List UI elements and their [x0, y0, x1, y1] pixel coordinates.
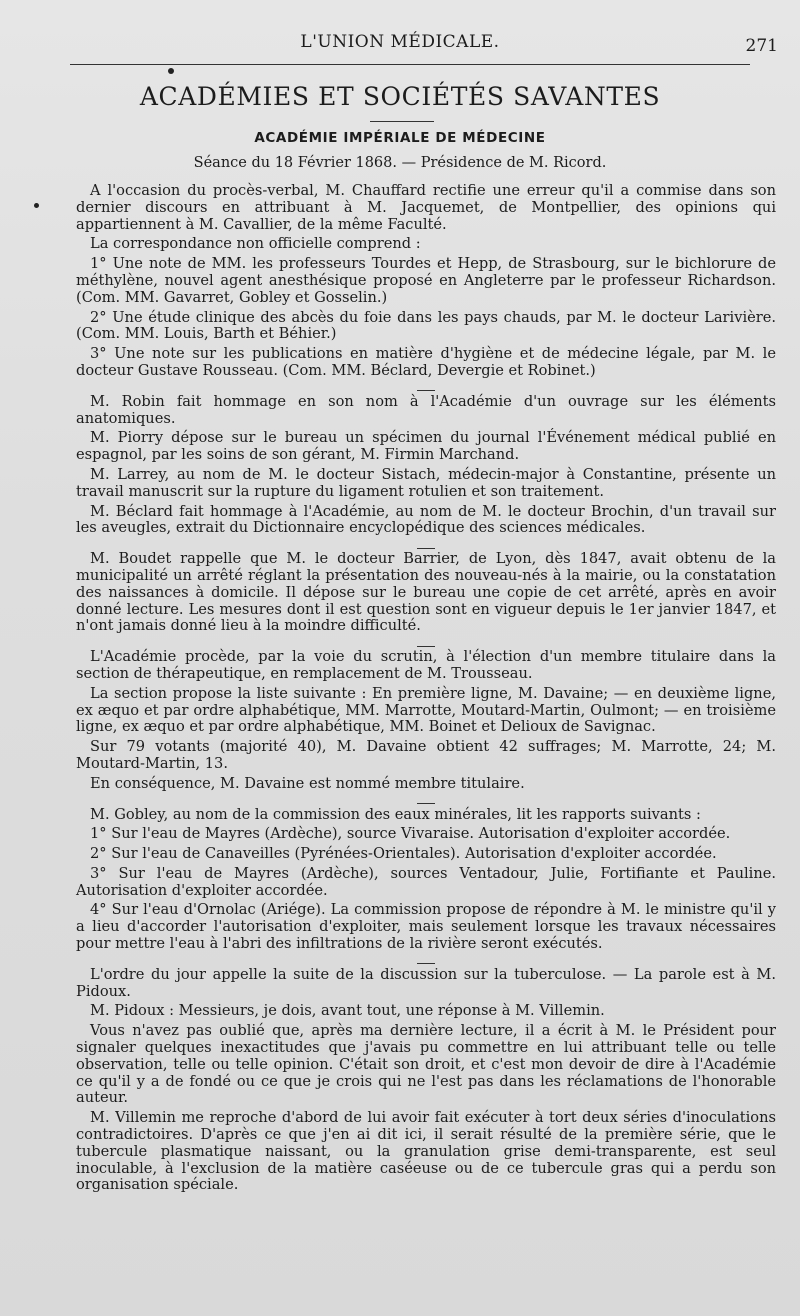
paragraph: 2° Une étude clinique des abcès du foie dans les pays chauds, par M. le docteur Larivière. (Com. MM. Louis, Barth et Béhier.) — [76, 308, 776, 343]
paragraph: La correspondance non officielle comprend : — [90, 235, 421, 253]
paragraph: M. Béclard fait hommage à l'Académie, au nom de M. le docteur Brochin, d'un travail sur les aveugles, extrait du Dictionnaire encyclopédique des sciences médicales. — [76, 502, 776, 537]
paragraph: 2° Sur l'eau de Canaveilles (Pyrénées-Orientales). Autorisation d'exploiter accordée. — [90, 845, 717, 863]
section-title: ACADÉMIES ET SOCIÉTÉS SAVANTES — [139, 82, 661, 111]
running-head — [0, 32, 800, 56]
paragraph: Sur 79 votants (majorité 40), M. Davaine obtient 42 suffrages; M. Marrotte, 24; M. Moutard-Martin, 13. — [76, 738, 776, 772]
scan-speck — [34, 203, 39, 208]
separator-bar — [417, 390, 435, 391]
separator-bar — [417, 963, 435, 964]
separator-bar — [417, 803, 435, 804]
title-rule — [370, 121, 434, 122]
paragraph: L'Académie procède, par la voie du scrutin, à l'élection d'un membre titulaire dans la section de thérapeutique, en remplacement de M. Trousseau. — [76, 648, 776, 682]
separator — [76, 383, 776, 391]
separator — [76, 638, 776, 646]
separator — [76, 540, 776, 548]
paragraph: 1° Sur l'eau de Mayres (Ardèche), source Vivaraise. Autorisation d'exploiter accordée. — [90, 825, 731, 843]
paragraph: M. Pidoux : Messieurs, je dois, avant tout, une réponse à M. Villemin. — [90, 1002, 605, 1020]
paragraph: M. Piorry dépose sur le bureau un spécimen du journal l'Événement médical publié en espagnol, par les soins de son gérant, M. Firmin Marchand. — [76, 429, 776, 464]
paragraph: Vous n'avez pas oublié que, après ma dernière lecture, il a écrit à M. le Président pour signaler quelques inexactitudes que j'avais pu commettre en lui attribuant telle ou telle observation, telle ou telle opinion. C'était son droit, et c'est mon devoir de dire à l'Académie ce qu'il y a de fondé ou ce que je crois qui ne l'est pas dans les réclamations de l'honorable auteur. — [76, 1022, 776, 1107]
paragraph: L'ordre du jour appelle la suite de la discussion sur la tuberculose. — La parole est à M. Pidoux. — [76, 965, 776, 1000]
paragraph: 4° Sur l'eau d'Ornolac (Ariége). La commission propose de répondre à M. le ministre qu'il y a lieu d'accorder l'autorisation d'exploiter, mais seulement lorsque les travaux nécessaires pour mettre l'eau à l'abri des infiltrations de la rivière seront exécutés. — [76, 901, 776, 953]
paragraph: En conséquence, M. Davaine est nommé membre titulaire. — [90, 774, 525, 792]
paragraph: 3° Une note sur les publications en matière d'hygiène et de médecine légale, par M. le docteur Gustave Rousseau. (Com. MM. Béclard, Devergie et Robinet.) — [76, 345, 776, 379]
separator — [76, 796, 776, 804]
header-rule — [70, 64, 750, 65]
separator — [76, 956, 776, 964]
paragraph: La section propose la liste suivante : En première ligne, M. Davaine; — en deuxième ligne, ex æquo et par ordre alphabétique, MM. Marrotte, Moutard-Martin, Oulmont; — en troisième ligne, ex æquo et par ordre alphabétique, MM. Boinet et Delioux de Savignac. — [76, 684, 776, 736]
page-number: 271 — [745, 36, 778, 56]
article-body — [76, 183, 776, 1197]
academy-subtitle: ACADÉMIE IMPÉRIALE DE MÉDECINE — [254, 130, 546, 146]
paragraph: M. Robin fait hommage en son nom à l'Académie d'un ouvrage sur les éléments anatomiques. — [76, 392, 776, 427]
separator-bar — [417, 646, 435, 647]
paragraph: 3° Sur l'eau de Mayres (Ardèche), sources Ventadour, Julie, Fortifiante et Pauline. Autorisation d'exploiter accordée. — [76, 864, 776, 899]
scan-speck — [168, 68, 174, 74]
paragraph: M. Villemin me reproche d'abord de lui avoir fait exécuter à tort deux séries d'inoculations contradictoires. D'après ce que j'en ai dit ici, il serait résulté de la première série, que le tubercule plasmatique naissant, ou la granulation grise demi-transparente, est seul inoculable, à l'exclusion de la matière caséeuse ou de ce tubercule gras qui a perdu son organisation spéciale. — [76, 1109, 776, 1194]
running-title: L'UNION MÉDICALE. — [300, 32, 500, 52]
paragraph: M. Boudet rappelle que M. le docteur Barrier, de Lyon, dès 1847, avait obtenu de la municipalité un arrêté réglant la présentation des nouveau-nés à la mairie, ou la constatation des naissances à domicile. Il dépose sur le bureau une copie de cet arrêté, après en avoir donné lecture. Les mesures dont il est question sont en vigueur depuis le 1er janvier 1847, et n'ont jamais donné lieu à la moindre difficulté. — [76, 550, 776, 635]
paragraph: M. Larrey, au nom de M. le docteur Sistach, médecin-major à Constantine, présente un travail manuscrit sur la rupture du ligament rotulien et son traitement. — [76, 465, 776, 500]
paragraph: A l'occasion du procès-verbal, M. Chauffard rectifie une erreur qu'il a commise dans son dernier discours en attribuant à M. Jacquemet, de Montpellier, des opinions qui appartiennent à M. Cavallier, de la même Faculté. — [76, 182, 776, 233]
paragraph: 1° Une note de MM. les professeurs Tourdes et Hepp, de Strasbourg, sur le bichlorure de méthylène, nouvel agent anesthésique proposé en Angleterre par le professeur Richardson. (Com. MM. Gavarret, Gobley et Gosselin.) — [76, 255, 776, 306]
session-line: Séance du 18 Février 1868. — Présidence de M. Ricord. — [193, 155, 607, 171]
separator-bar — [417, 548, 435, 549]
paragraph: M. Gobley, au nom de la commission des eaux minérales, lit les rapports suivants : — [90, 805, 701, 823]
